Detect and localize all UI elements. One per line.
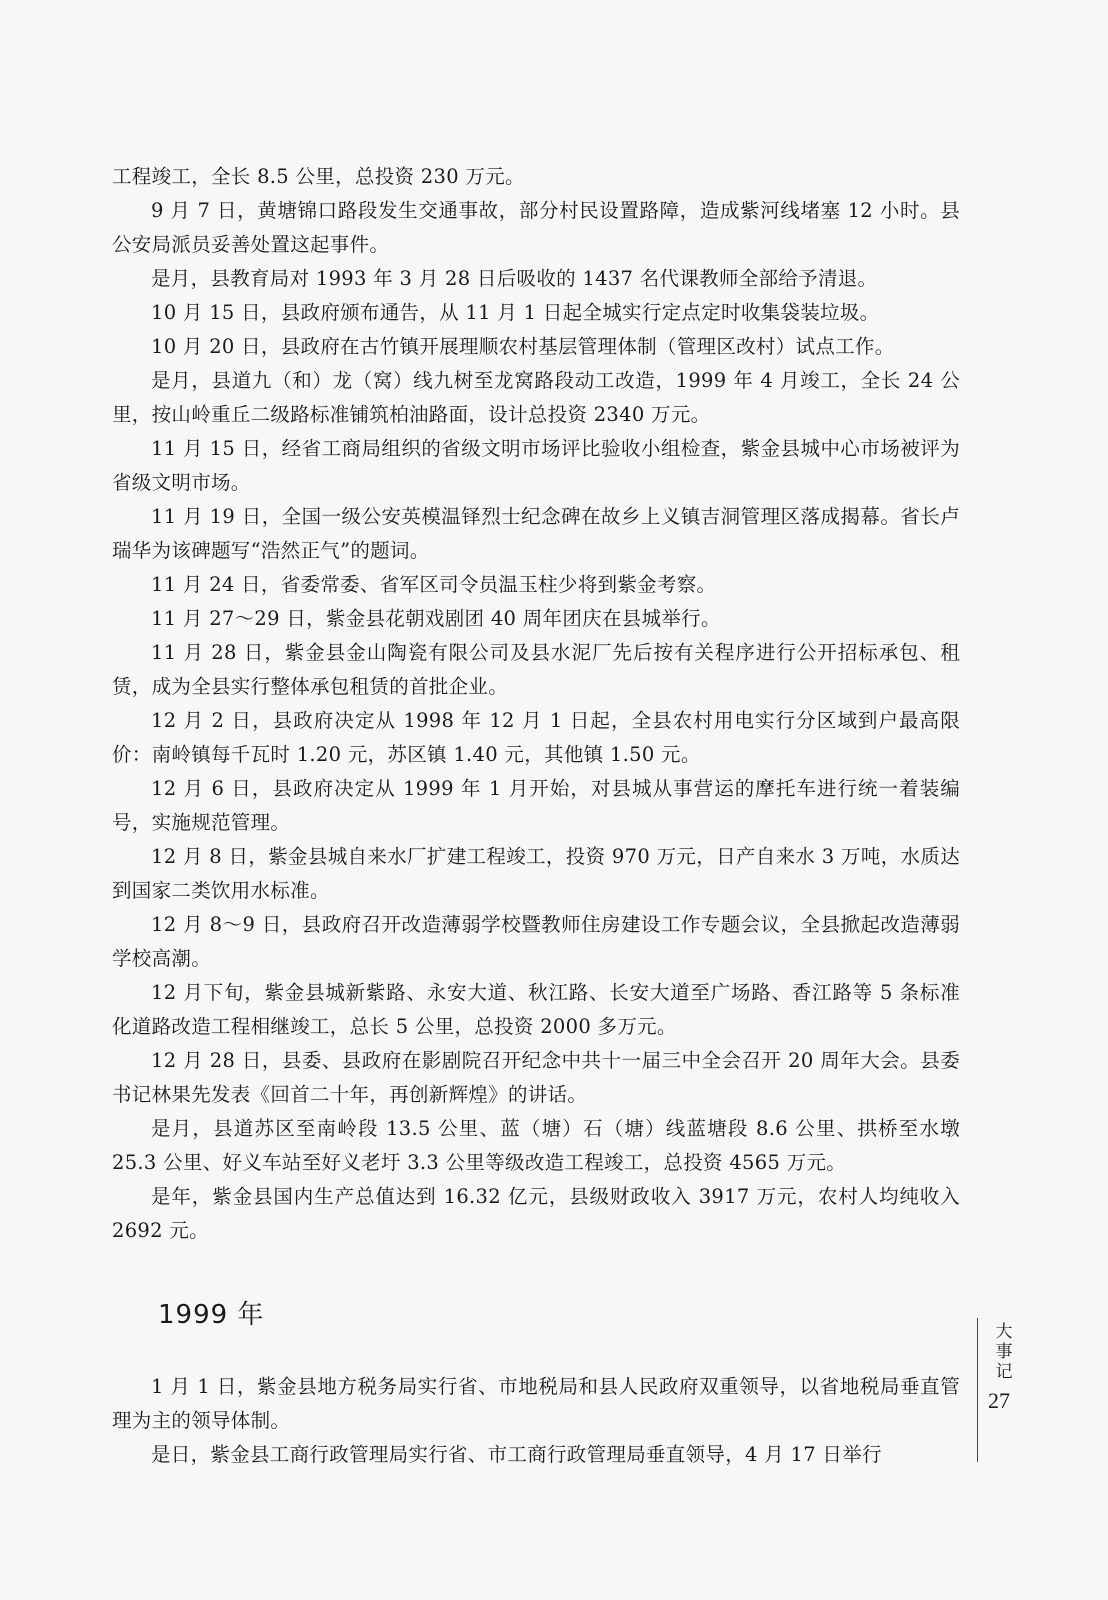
main-text-block	[112, 160, 960, 1248]
paragraph: 10 月 15 日，县政府颁布通告，从 11 月 1 日起全城实行定点定时收集袋装垃圾。	[151, 301, 880, 324]
paragraph: 12 月下旬，紫金县城新紫路、永安大道、秋江路、长安大道至广场路、香江路等 5 条标准化道路改造工程相继竣工，总长 5 公里，总投资 2000 多万元。	[112, 981, 960, 1038]
paragraph: 工程竣工，全长 8.5 公里，总投资 230 万元。	[112, 165, 525, 188]
margin-divider	[977, 1318, 978, 1462]
year-heading: 1999 年	[158, 1300, 265, 1330]
paragraph: 12 月 28 日，县委、县政府在影剧院召开纪念中共十一届三中全会召开 20 周年大会。县委书记林果先发表《回首二十年，再创新辉煌》的讲话。	[112, 1049, 960, 1106]
paragraph: 1 月 1 日，紫金县地方税务局实行省、市地税局和县人民政府双重领导，以省地税局垂直管理为主的领导体制。	[112, 1375, 960, 1432]
year-1999-text-block	[112, 1370, 960, 1472]
paragraph: 11 月 24 日，省委常委、省军区司令员温玉柱少将到紫金考察。	[151, 573, 717, 596]
section-label: 大事记	[995, 1322, 1013, 1382]
paragraph: 是月，县道苏区至南岭段 13.5 公里、蓝（塘）石（塘）线蓝塘段 8.6 公里、拱桥至水墩 25.3 公里、好义车站至好义老圩 3.3 公里等级改造工程竣工，总投资 4565 万元。	[112, 1117, 960, 1174]
paragraph: 11 月 27～29 日，紫金县花朝戏剧团 40 周年团庆在县城举行。	[151, 607, 721, 630]
paragraph: 12 月 6 日，县政府决定从 1999 年 1 月开始，对县城从事营运的摩托车进行统一着装编号，实施规范管理。	[112, 777, 960, 834]
paragraph: 是日，紫金县工商行政管理局实行省、市工商行政管理局垂直领导，4 月 17 日举行	[151, 1443, 882, 1466]
paragraph: 9 月 7 日，黄塘锦口路段发生交通事故，部分村民设置路障，造成紫河线堵塞 12 小时。县公安局派员妥善处置这起事件。	[112, 199, 960, 256]
paragraph: 是月，县道九（和）龙（窝）线九树至龙窝路段动工改造，1999 年 4 月竣工，全长 24 公里，按山岭重丘二级路标准铺筑柏油路面，设计总投资 2340 万元。	[112, 369, 960, 426]
paragraph: 是年，紫金县国内生产总值达到 16.32 亿元，县级财政收入 3917 万元，农村人均纯收入 2692 元。	[112, 1185, 960, 1242]
paragraph: 是月，县教育局对 1993 年 3 月 28 日后吸收的 1437 名代课教师全部给予清退。	[151, 267, 878, 290]
paragraph: 10 月 20 日，县政府在古竹镇开展理顺农村基层管理体制（管理区改村）试点工作。	[151, 335, 895, 358]
paragraph: 11 月 15 日，经省工商局组织的省级文明市场评比验收小组检查，紫金县城中心市场被评为省级文明市场。	[112, 437, 960, 494]
paragraph: 12 月 2 日，县政府决定从 1998 年 12 月 1 日起，全县农村用电实行分区域到户最高限价：南岭镇每千瓦时 1.20 元，苏区镇 1.40 元，其他镇 1.50 元。	[112, 709, 960, 766]
paragraph: 12 月 8～9 日，县政府召开改造薄弱学校暨教师住房建设工作专题会议，全县掀起改造薄弱学校高潮。	[112, 913, 960, 970]
paragraph: 11 月 19 日，全国一级公安英模温铎烈士纪念碑在故乡上义镇吉洞管理区落成揭幕。省长卢瑞华为该碑题写“浩然正气”的题词。	[112, 505, 960, 562]
paragraph: 11 月 28 日，紫金县金山陶瓷有限公司及县水泥厂先后按有关程序进行公开招标承包、租赁，成为全县实行整体承包租赁的首批企业。	[112, 641, 960, 698]
paragraph: 12 月 8 日，紫金县城自来水厂扩建工程竣工，投资 970 万元，日产自来水 3 万吨，水质达到国家二类饮用水标准。	[112, 845, 960, 902]
page-number: 27	[988, 1388, 1010, 1413]
